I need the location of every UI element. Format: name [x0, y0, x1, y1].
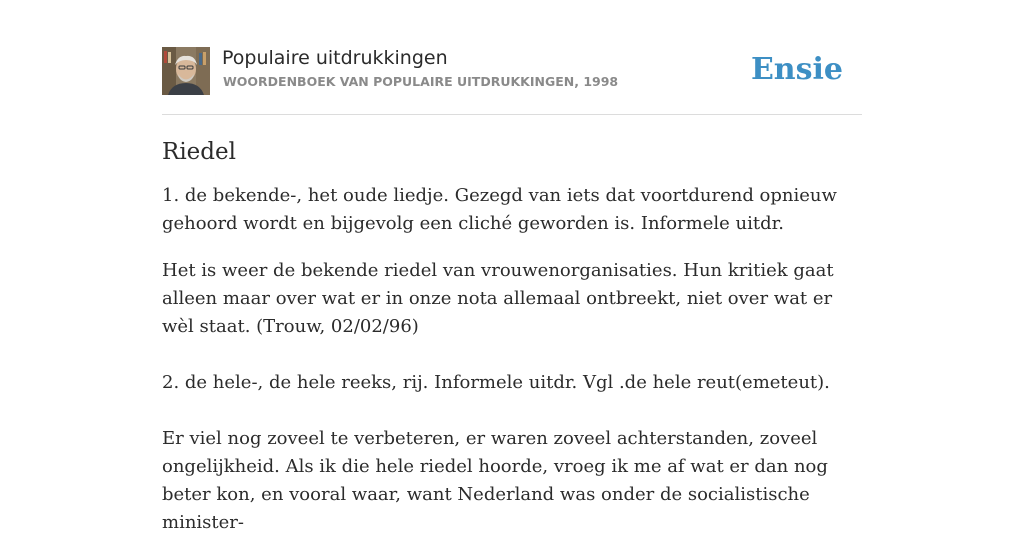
author-portrait-icon [162, 47, 210, 95]
author-avatar[interactable] [162, 47, 210, 95]
source-subtitle: WOORDENBOEK VAN POPULAIRE UITDRUKKINGEN, 1998 [223, 74, 619, 89]
entry-paragraph-2: Het is weer de bekende riedel van vrouwenorganisaties. Hun kritiek gaat alleen maar over wat er in onze nota allemaal ontbreekt, niet over wat er wèl staat. (Trouw, 02/02/96) 2. de hele-, de hele reeks, rij. Informele uitdr. Vgl .de hele reut(emeteut). Er viel nog zoveel te verbeteren, er waren zoveel achterstanden, zoveel ongelijkheid. Als ik die hele riedel hoorde, vroeg ik me af wat er dan nog beter kon, en vooral waar, want Nederland was onder de socialistische minister- [162, 260, 834, 533]
source-title[interactable]: Populaire uitdrukkingen [222, 47, 448, 69]
entry-headword: Riedel [162, 139, 236, 165]
entry-paragraph-1: 1. de bekende-, het oude liedje. Gezegd van iets dat voortdurend opnieuw gehoord wordt en bijgevolg een cliché geworden is. Informele uitdr. [162, 185, 837, 234]
ensie-logo-link[interactable]: Ensie [750, 52, 843, 87]
entry-content [162, 136, 862, 556]
source-header [162, 46, 862, 115]
